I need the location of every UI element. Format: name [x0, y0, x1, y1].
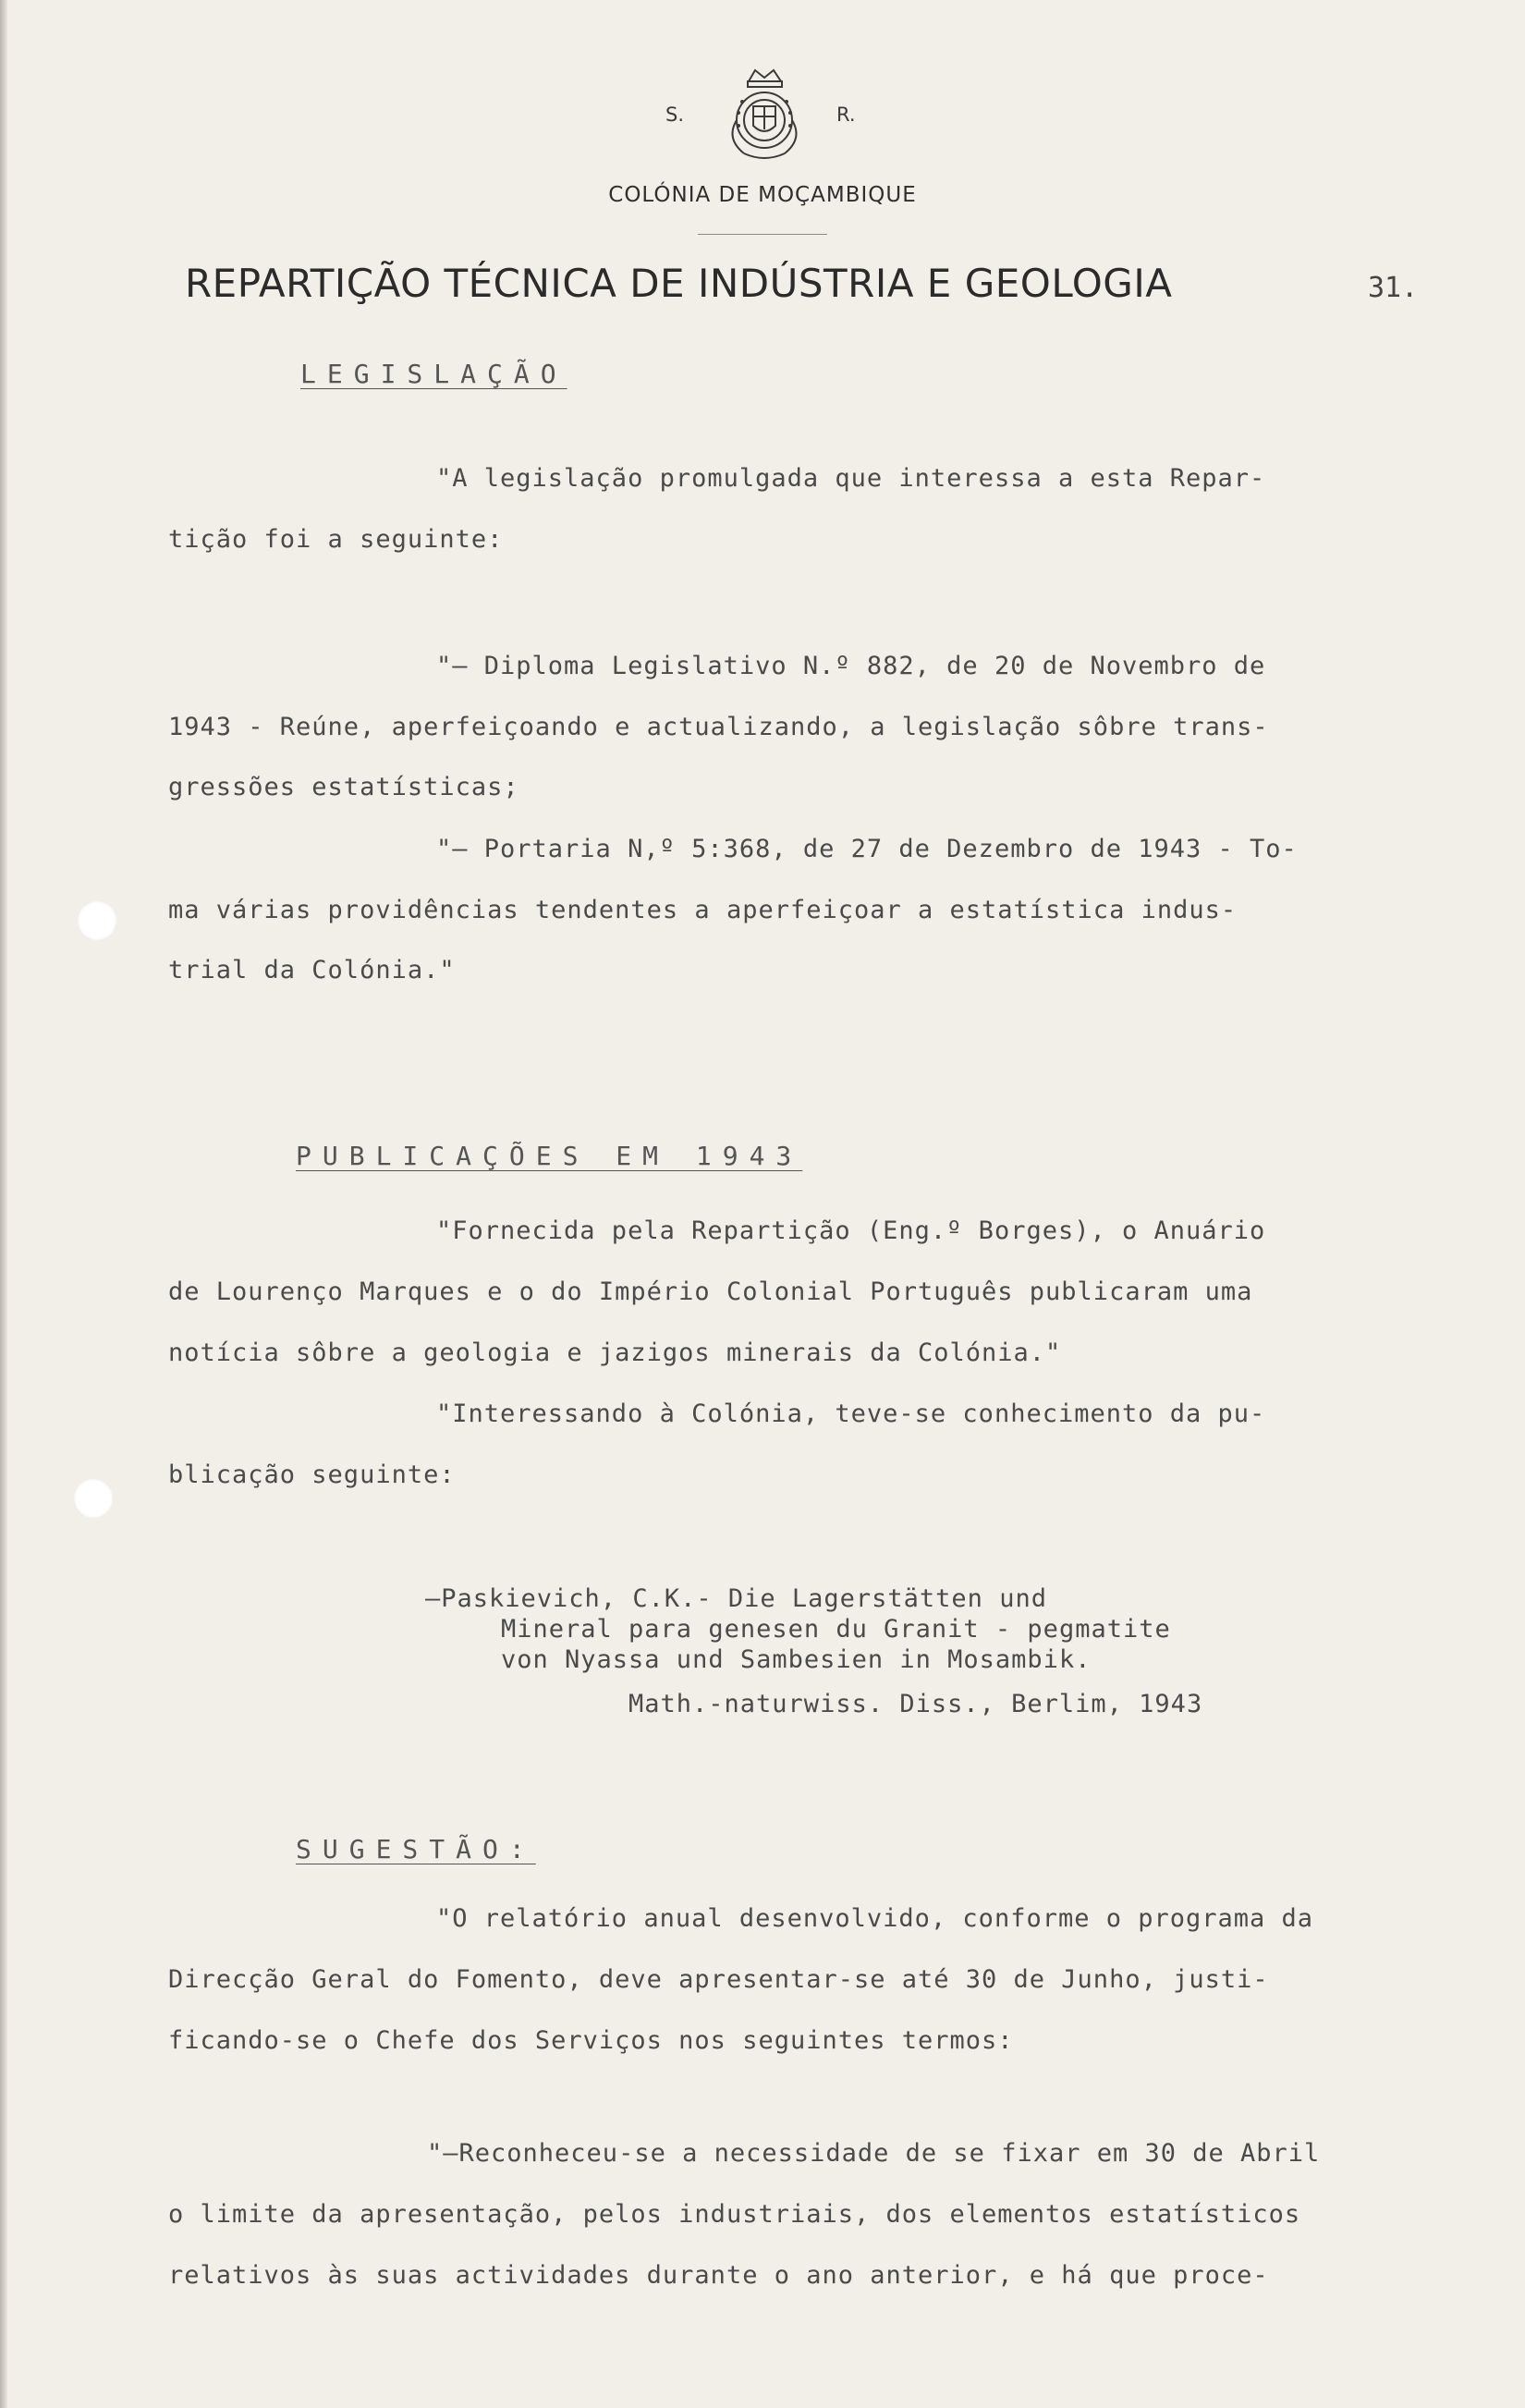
publicacoes-para2-line: "Interessando à Colónia, teve-se conhecimento da pu-: [436, 1400, 1266, 1428]
legislacao-intro-line: tição foi a seguinte:: [168, 525, 504, 554]
page-left-edge: [0, 0, 7, 2408]
sugestao-para1-line: "O relatório anual desenvolvido, conforme o programa da: [436, 1904, 1314, 1933]
letterhead-initial-left: S.: [665, 104, 685, 126]
legislacao-intro-line: "A legislação promulgada que interessa a esta Repar-: [436, 464, 1266, 493]
sugestao-para1-line: Direcção Geral do Fomento, deve apresentar-se até 30 de Junho, justi-: [168, 1965, 1269, 1994]
sugestao-para2-line: relativos às suas actividades durante o ano anterior, e há que proce-: [168, 2261, 1269, 2290]
citation-line: Mineral para genesen du Granit - pegmatite: [501, 1615, 1171, 1644]
citation-line: Math.-naturwiss. Diss., Berlim, 1943: [628, 1690, 1203, 1718]
legislacao-item1-line: "— Diploma Legislativo N.º 882, de 20 de Novembro de: [436, 652, 1266, 680]
sugestao-para2-line: o limite da apresentação, pelos industriais, dos elementos estatísticos: [168, 2200, 1301, 2229]
sugestao-para2-line: "—Reconheceu-se a necessidade de se fixar em 30 de Abril: [427, 2139, 1321, 2168]
citation-line: von Nyassa und Sambesien in Mosambik.: [501, 1645, 1092, 1674]
department-title: REPARTIÇÃO TÉCNICA DE INDÚSTRIA E GEOLOGIA: [185, 261, 1173, 306]
legislacao-item2-line: "— Portaria N,º 5:368, de 27 de Dezembro de 1943 - To-: [436, 835, 1298, 863]
letterhead-divider: [698, 234, 827, 235]
publicacoes-para1-line: notícia sôbre a geologia e jazigos minerais da Colónia.": [168, 1338, 1062, 1367]
section-heading-sugestao: SUGESTÃO:: [296, 1834, 536, 1864]
legislacao-item2-line: trial da Colónia.": [168, 956, 456, 984]
colony-name: COLÓNIA DE MOÇAMBIQUE: [608, 183, 917, 207]
citation-line: —Paskievich, C.K.- Die Lagerstätten und: [425, 1584, 1047, 1613]
section-heading-publicacoes: PUBLICAÇÕES EM 1943: [296, 1141, 803, 1171]
punch-hole: [78, 901, 116, 940]
punch-hole: [74, 1479, 113, 1518]
letterhead-initial-right: R.: [836, 104, 856, 126]
sugestao-para1-line: ficando-se o Chefe dos Serviços nos seguintes termos:: [168, 2026, 1014, 2055]
legislacao-item2-line: ma várias providências tendentes a aperfeiçoar a estatística indus-: [168, 896, 1238, 924]
coat-of-arms-icon: [716, 65, 813, 166]
page-number: 31.: [1368, 272, 1419, 304]
publicacoes-para1-line: de Lourenço Marques e o do Império Colonial Português publicaram uma: [168, 1277, 1253, 1306]
legislacao-item1-line: 1943 - Reúne, aperfeiçoando e actualizando, a legislação sôbre trans-: [168, 713, 1269, 741]
section-heading-legislacao: LEGISLAÇÃO: [300, 359, 567, 389]
publicacoes-para2-line: blicação seguinte:: [168, 1461, 456, 1489]
publicacoes-para1-line: "Fornecida pela Repartição (Eng.º Borges), o Anuário: [436, 1216, 1266, 1245]
legislacao-item1-line: gressões estatísticas;: [168, 773, 519, 801]
